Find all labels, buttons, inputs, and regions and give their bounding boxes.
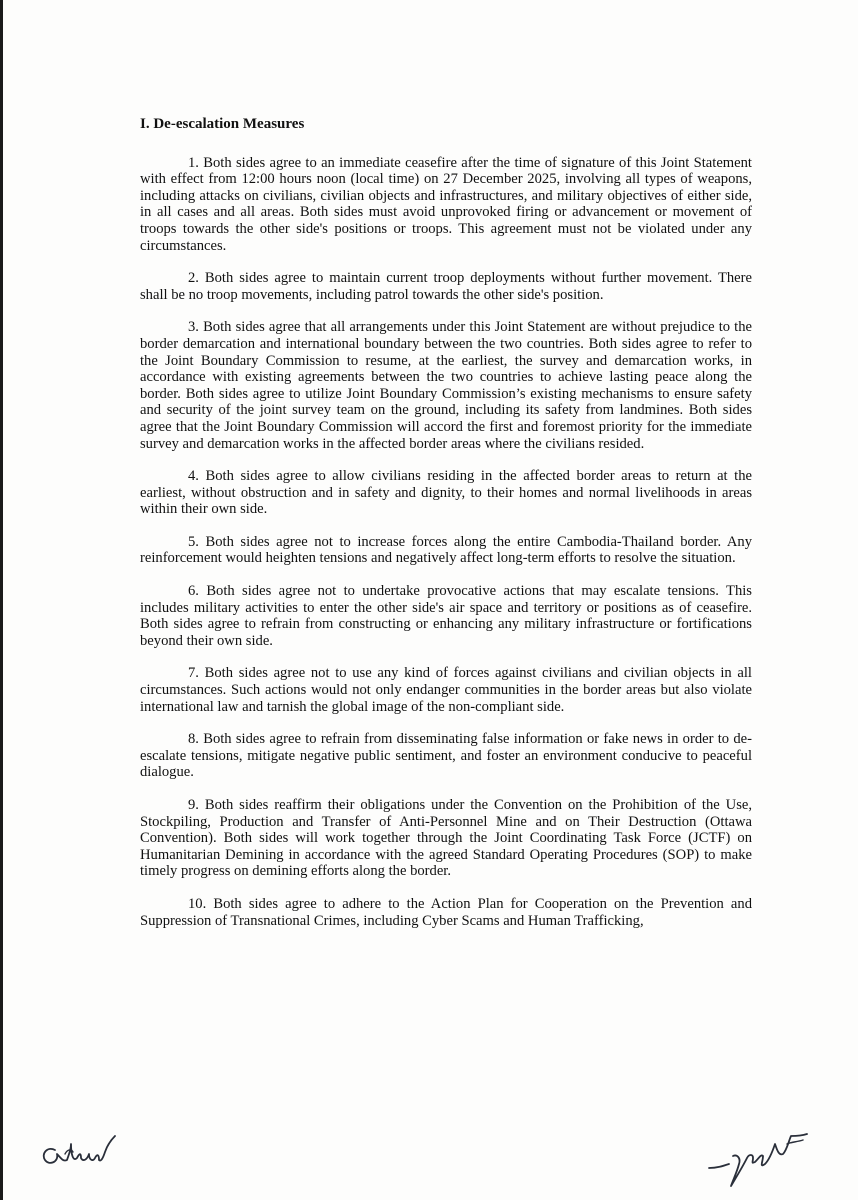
paragraph-6: 6. Both sides agree not to undertake provocative actions that may escalate tensions. This includes military activities to enter the other side's air space and territory or positions as of ceasefire. Both sides agree to refrain from constructing or enhancing any military infrastructure or fortifications beyond their own side. bbox=[140, 583, 752, 649]
paragraph-10: 10. Both sides agree to adhere to the Action Plan for Cooperation on the Prevention and Suppression of Transnational Crimes, including Cyber Scams and Human Trafficking, bbox=[140, 895, 752, 929]
paragraph-9: 9. Both sides reaffirm their obligations under the Convention on the Prohibition of the Use, Stockpiling, Production and Transfer of Anti-Personnel Mine and on Their Destruction (Ottawa Convention). Both sides will work together through the Joint Coordinating Task Force (JCTF) on Humanitarian Demining in accordance with the agreed Standard Operating Procedures (SOP) to make timely progress on demining efforts along the border. bbox=[140, 797, 752, 880]
left-signature-icon bbox=[35, 1124, 125, 1176]
section-heading: I. De-escalation Measures bbox=[140, 116, 305, 132]
paragraph-8: 8. Both sides agree to refrain from disseminating false information or fake news in order to de-escalate tensions, mitigate negative public sentiment, and foster an environment conducive to peaceful dialogue. bbox=[140, 731, 752, 781]
document-body bbox=[140, 116, 752, 929]
paragraph-5: 5. Both sides agree not to increase forces along the entire Cambodia-Thailand border. Any reinforcement would heighten tensions and negatively affect long-term efforts to resolve the situation. bbox=[140, 533, 752, 567]
paragraph-7: 7. Both sides agree not to use any kind of forces against civilians and civilian objects in all circumstances. Such actions would not only endanger communities in the border areas but also violate international law and tarnish the global image of the non-compliant side. bbox=[140, 665, 752, 715]
paragraph-4: 4. Both sides agree to allow civilians residing in the affected border areas to return at the earliest, without obstruction and in safety and dignity, to their homes and normal livelihoods in areas within their own side. bbox=[140, 468, 752, 518]
paragraph-3: 3. Both sides agree that all arrangements under this Joint Statement are without prejudice to the border demarcation and international boundary between the two countries. Both sides agree to refer to the Joint Boundary Commission to resume, at the earliest, the survey and demarcation works, in accordance with existing agreements between the two countries to achieve lasting peace along the border. Both sides agree to utilize Joint Boundary Commission’s existing mechanisms to ensure safety and security of the joint survey team on the ground, including its safety from landmines. Both sides agree that the Joint Boundary Commission will accord the first and foremost priority for the immediate survey and demarcation works in the affected border areas where the civilians resided. bbox=[140, 319, 752, 452]
right-signature-icon bbox=[703, 1128, 823, 1190]
paragraph-2: 2. Both sides agree to maintain current troop deployments without further movement. There shall be no troop movements, including patrol towards the other side's position. bbox=[140, 270, 752, 303]
paragraph-1: 1. Both sides agree to an immediate ceasefire after the time of signature of this Joint Statement with effect from 12:00 hours noon (local time) on 27 December 2025, involving all types of weapons, including attacks on civilians, civilian objects and infrastructures, and military objectives of either side, in all cases and all areas. Both sides must avoid unprovoked firing or advancement or movement of troops towards the other side's positions or troops. This agreement must not be violated under any circumstances. bbox=[140, 154, 752, 254]
